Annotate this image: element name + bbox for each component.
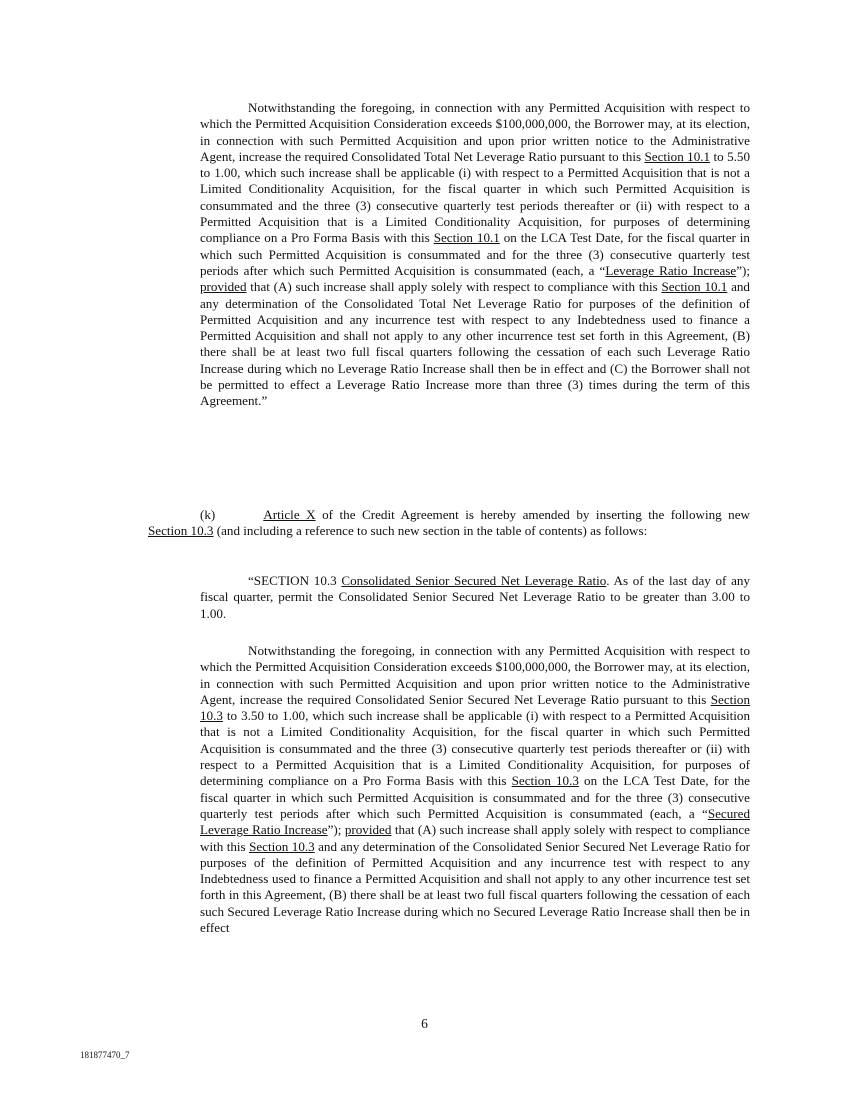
text-run: Notwithstanding the foregoing, in connection with any Permitted Acquisition with respect to which the Permitted Acquisition Consideration exceeds $100,000,000, the Borrower may, at its election, in connection with such Permitted Acquisition and upon prior written notice to the Administrative Agent, increase the required Consolidated Total Net Leverage Ratio pursuant to this (200, 100, 750, 164)
article-reference: Article X (263, 507, 316, 522)
text-run: that (A) such increase shall apply solely with respect to compliance with this (200, 822, 750, 854)
section-reference: Section 10.1 (433, 230, 500, 246)
defined-term: Leverage Ratio Increase (605, 262, 737, 278)
text-run: Notwithstanding the foregoing, in connection with any Permitted Acquisition with respect to which the Permitted Acquisition Consideration exceeds $100,000,000, the Borrower may, at its election, in connection with such Permitted Acquisition and upon prior written notice to the Administrative Agent, increase the required Consolidated Senior Secured Net Leverage Ratio pursuant to this (200, 643, 750, 707)
defined-term: Secured Leverage Ratio Increase (200, 805, 750, 838)
page-number: 6 (421, 1016, 428, 1031)
section-reference: Section 10.3 (200, 691, 750, 724)
text-run: . As of the last day of any fiscal quarter, permit the Consolidated Senior Secured Net Leverage Ratio to be greater than 3.00 to 1.00. (200, 573, 750, 621)
paragraph-leverage-ratio-increase (200, 100, 750, 410)
paragraph-section-10-3 (200, 573, 750, 622)
paragraph-secured-leverage-ratio-increase (200, 643, 750, 936)
text-run: ”); (327, 822, 345, 838)
document-id: 181877470_7 (80, 1050, 130, 1060)
section-heading: Consolidated Senior Secured Net Leverage Ratio (341, 573, 607, 588)
section-reference: Section 10.3 (249, 838, 315, 854)
text-run: ”); (736, 262, 750, 278)
text-run: (and including a reference to such new section in the table of contents) as follows: (213, 523, 648, 539)
text-run: that (A) such increase shall apply solely with respect to compliance with this (246, 279, 662, 295)
text-run: and any determination of the Consolidated Senior Secured Net Leverage Ratio for purposes of the definition of Permitted Acquisition and any incurrence test with respect to any Indebtedness used to finance a Permitted Acquisition and shall not apply to any other incurrence test set forth in this Agreement, (B) there shall be at least two full fiscal quarters following the cessation of each such Secured Leverage Ratio Increase during which no Secured Leverage Ratio Increase shall then be in effect (200, 838, 750, 936)
section-reference: Section 10.1 (661, 279, 728, 295)
section-reference: Section 10.1 (644, 148, 711, 164)
text-run: “SECTION 10.3 (248, 573, 342, 588)
text-run: of the Credit Agreement is hereby amended by inserting the following new (315, 507, 750, 522)
clause-label: (k) (200, 507, 216, 522)
text-run: to 5.50 to 1.00, which such increase shall be applicable (i) with respect to a Permitted Acquisition that is not a Limited Conditionality Acquisition, for the fiscal quarter in which such Permitted Acquisition is consummated and the three (3) consecutive quarterly test periods thereafter or (ii) with respect to a Permitted Acquisition that is a Limited Conditionality Acquisition, for purposes of determining compliance on a Pro Forma Basis with this (200, 148, 750, 246)
paragraph-k-amendment (148, 507, 750, 540)
text-run: on the LCA Test Date, for the fiscal quarter in which such Permitted Acquisition is consummated and for the three (3) consecutive quarterly test periods after which such Permitted Acquisition is consummated (each, a “ (200, 773, 750, 821)
text-run: to 3.50 to 1.00, which such increase shall be applicable (i) with respect to a Permitted Acquisition that is not a Limited Conditionality Acquisition, for the fiscal quarter in which such Permitted Acquisition is consummated and the three (3) consecutive quarterly test periods thereafter or (ii) with respect to a Permitted Acquisition that is a Limited Conditionality Acquisition, for purposes of determining compliance on a Pro Forma Basis with this (200, 708, 750, 789)
section-reference: Section 10.3 (511, 773, 579, 789)
text-run: and any determination of the Consolidated Total Net Leverage Ratio for purposes of the definition of Permitted Acquisition and any incurrence test with respect to any Indebtedness used to finance a Permitted Acquisition and shall not apply to any other incurrence test set forth in this Agreement, (B) there shall be at least two full fiscal quarters following the cessation of each such Leverage Ratio Increase during which no Leverage Ratio Increase shall then be in effect and (C) the Borrower shall not be permitted to effect a Leverage Ratio Increase more than three (3) times during the term of this Agreement.” (200, 279, 750, 409)
section-reference: Section 10.3 (148, 523, 214, 539)
text-run: on the LCA Test Date, for the fiscal quarter in which such Permitted Acquisition is consummated and for the three (3) consecutive quarterly test periods after which such Permitted Acquisition is consummated (each, a “ (200, 230, 750, 278)
defined-term: provided (200, 279, 247, 295)
defined-term: provided (344, 822, 392, 838)
